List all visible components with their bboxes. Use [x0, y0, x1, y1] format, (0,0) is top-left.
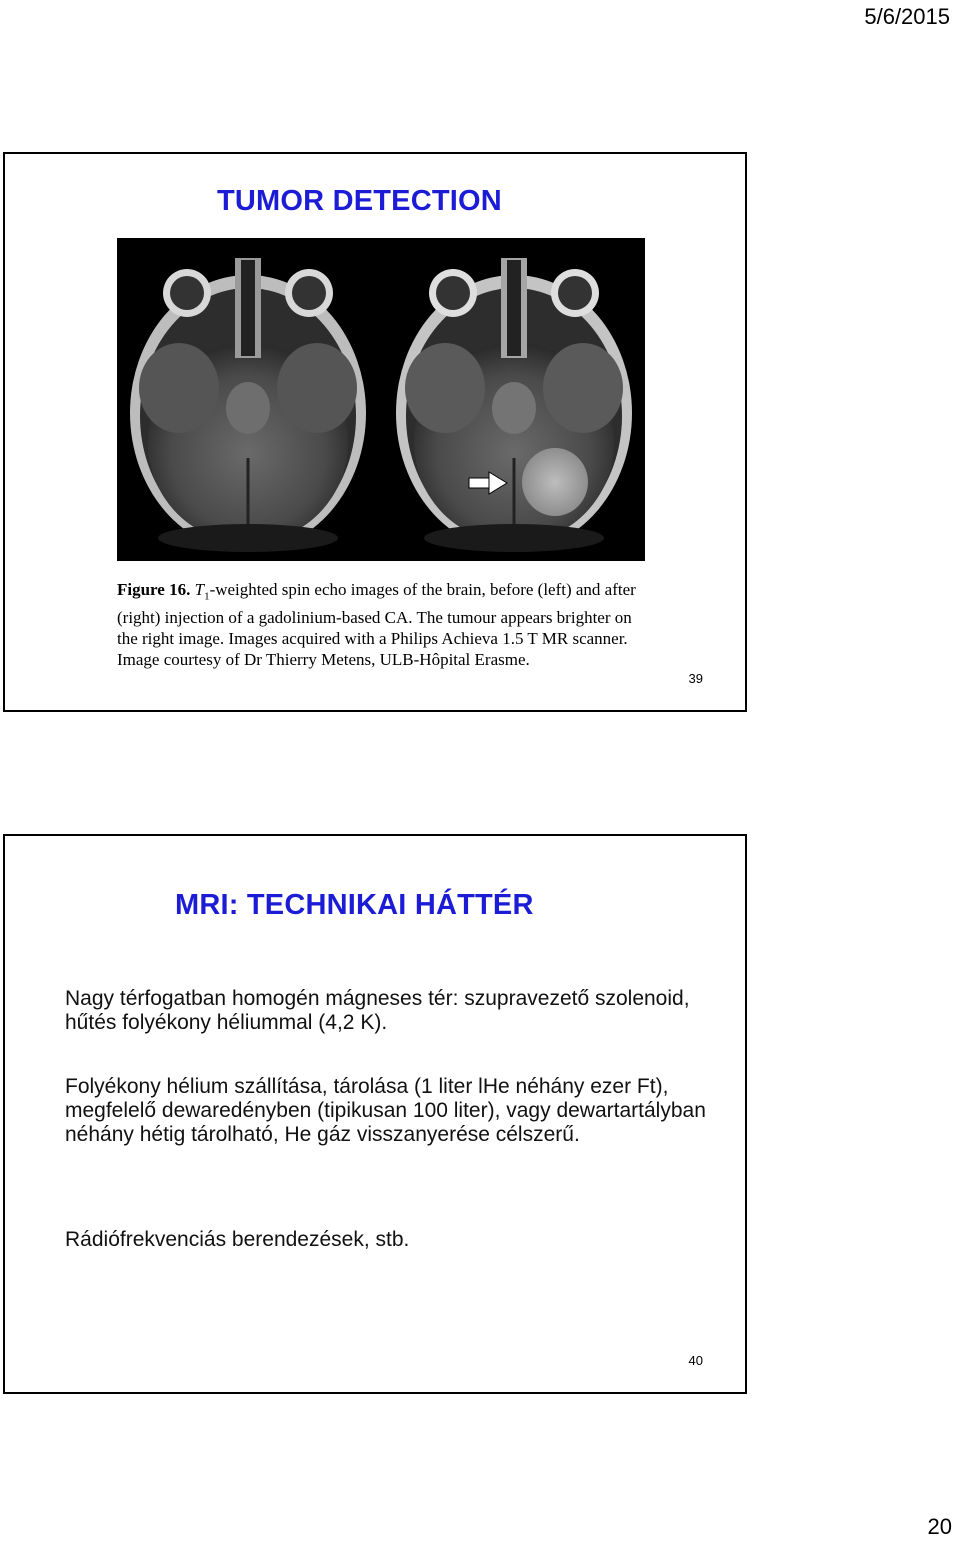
- mri-figure: [117, 238, 647, 670]
- slide-39: [3, 152, 747, 712]
- paragraph-rf: Rádiófrekvenciás berendezések, stb.: [65, 1228, 410, 1251]
- print-date: 5/6/2015: [864, 4, 950, 29]
- slide-title: TUMOR DETECTION: [217, 185, 502, 217]
- t1-subscript: 1: [204, 590, 210, 603]
- mri-image-after: [383, 238, 645, 561]
- figure-caption: [117, 579, 647, 670]
- paragraph-helium: Folyékony hélium szállítása, tárolása (1 liter lHe néhány ezer Ft), megfelelő dewaredényben (tipikusan 100 liter), vagy dewartartályban néhány hétig tárolható, He gáz visszanyerése célszerű.: [65, 1075, 706, 1146]
- slide-number: 39: [688, 671, 703, 686]
- caption-text: -weighted spin echo images of the brain, before (left) and after (right) injection of a gadolinium-based CA. The tumour appears brighter on the right image. Images acquired with a Philips Achieva 1.5 T MR scanner. Image courtesy of Dr Thierry Metens, ULB-Hôpital Erasme.: [117, 580, 636, 670]
- slide-number: 40: [688, 1353, 703, 1368]
- slide-title: MRI: TECHNIKAI HÁTTÉR: [175, 889, 534, 921]
- figure-label: Figure 16.: [117, 580, 191, 599]
- mri-image-before: [117, 238, 379, 561]
- mri-image-pair: [117, 238, 645, 561]
- slide-40: [3, 834, 747, 1394]
- paragraph-magnet: Nagy térfogatban homogén mágneses tér: szupravezető szolenoid, hűtés folyékony héliummal (4,2 K).: [65, 987, 690, 1034]
- tumor-region: [522, 448, 588, 516]
- t1-symbol: T: [194, 580, 205, 599]
- page-number: 20: [927, 1514, 952, 1539]
